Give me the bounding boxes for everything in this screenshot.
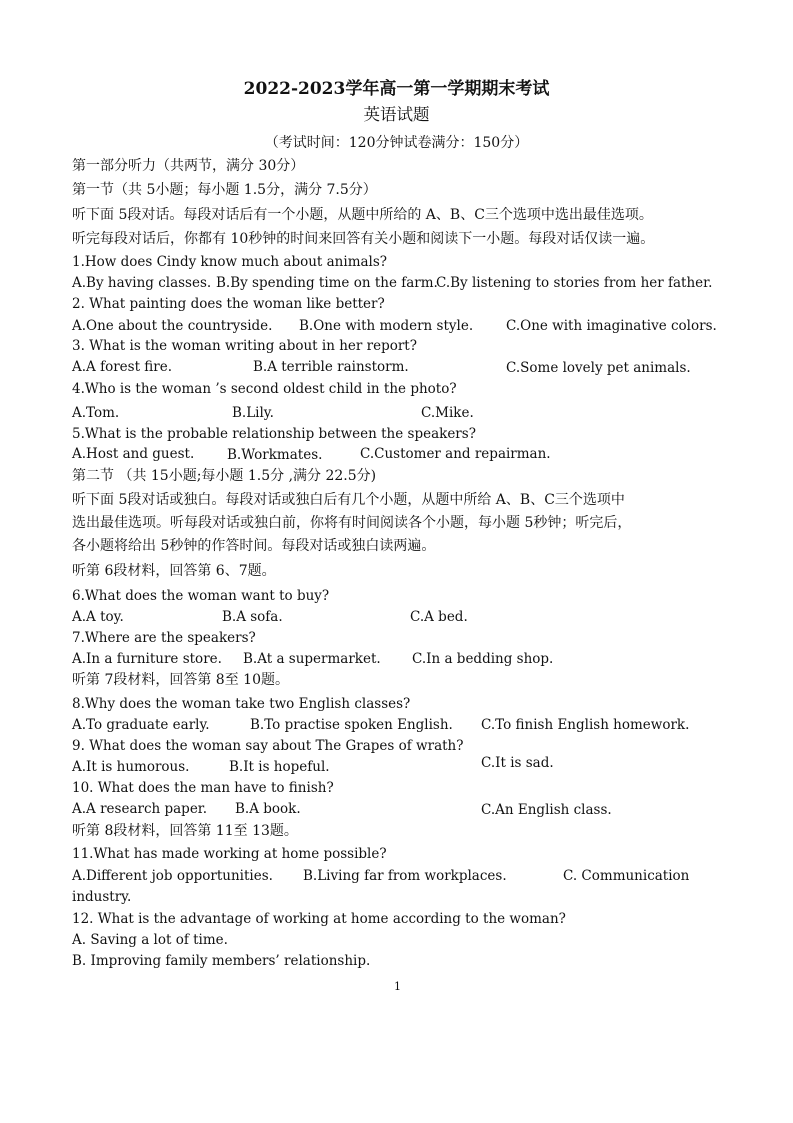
section1-instructions-2: 听完每段对话后，你都有 10秒钟的时间来回答有关小题和阅读下一小题。每段对话仅读一遍。 <box>72 231 655 247</box>
material-heading: 听第 8段材料，回答第 11至 13题。 <box>72 823 298 839</box>
question-stem: 12. What is the advantage of working at home according to the woman? <box>72 911 566 927</box>
option-c: C.In a bedding shop. <box>412 651 554 667</box>
option-a: A.A toy. <box>72 609 124 625</box>
option-c: C.To finish English homework. <box>481 717 690 733</box>
exam-title: 2022-2023学年高一第一学期期末考试 <box>243 79 550 99</box>
question-stem: 5.What is the probable relationship between the speakers? <box>72 426 476 442</box>
option-c: C.Mike. <box>421 405 474 421</box>
section2-instructions-3: 各小题将给出 5秒钟的作答时间。每段对话或独白读两遍。 <box>72 538 436 554</box>
option-a: A. Saving a lot of time. <box>72 932 228 948</box>
option-b: B.Living far from workplaces. <box>303 868 507 884</box>
question-stem: 1.How does Cindy know much about animals? <box>72 254 388 270</box>
option-a: A.By having classes. <box>72 275 212 291</box>
option-c: C.By listening to stories from her father. <box>436 275 713 291</box>
question-stem: 7.Where are the speakers? <box>72 630 256 646</box>
option-b: B.Workmates. <box>227 447 323 463</box>
section2-heading: 第二节 （共 15小题;每小题 1.5分 ,满分 22.5分) <box>72 468 377 484</box>
option-a: A.It is humorous. <box>72 759 190 775</box>
question-stem: 2. What painting does the woman like better? <box>72 296 385 312</box>
exam-info: （考试时间：120分钟试卷满分：150分） <box>264 135 529 151</box>
material-heading: 听第 7段材料，回答第 8至 10题。 <box>72 672 289 688</box>
material-heading: 听第 6段材料，回答第 6、7题。 <box>72 563 276 579</box>
option-c: C.One with imaginative colors. <box>506 318 717 334</box>
option-a: A.Tom. <box>72 405 120 421</box>
option-c: C.Some lovely pet animals. <box>506 360 691 376</box>
question-stem: 3. What is the woman writing about in her report? <box>72 338 417 354</box>
question-stem: 6.What does the woman want to buy? <box>72 588 330 604</box>
option-c: C.It is sad. <box>481 755 554 771</box>
option-b: B.One with modern style. <box>299 318 474 334</box>
option-b: B.A book. <box>235 801 301 817</box>
option-a: A.One about the countryside. <box>72 318 273 334</box>
option-b: B. Improving family members’ relationship. <box>72 953 371 969</box>
option-b: B.By spending time on the farm. <box>216 275 438 291</box>
option-a: A.Different job opportunities. <box>72 868 273 884</box>
exam-subtitle: 英语试题 <box>363 105 430 124</box>
section1-instructions-1: 听下面 5段对话。每段对话后有一个小题，从题中所给的 A、B、C三个选项中选出最佳选项。 <box>72 207 653 223</box>
page-number: 1 <box>394 980 401 993</box>
option-a: A.To graduate early. <box>72 717 210 733</box>
question-stem: 9. What does the woman say about The Grapes of wrath? <box>72 738 464 754</box>
part-heading: 第一部分听力（共两节，满分 30分） <box>72 158 305 174</box>
question-stem: 10. What does the man have to finish? <box>72 780 334 796</box>
option-c: C. Communication <box>563 868 690 884</box>
option-a: A.A research paper. <box>72 801 208 817</box>
option-b: B.At a supermarket. <box>243 651 381 667</box>
option-c-continued: industry. <box>72 889 132 905</box>
section2-instructions-2: 选出最佳选项。听每段对话或独白前，你将有时间阅读各个小题，每小题 5秒钟；听完后， <box>72 515 632 531</box>
question-stem: 11.What has made working at home possible? <box>72 846 387 862</box>
question-stem: 8.Why does the woman take two English classes? <box>72 696 411 712</box>
option-b: B.It is hopeful. <box>229 759 330 775</box>
option-b: B.A terrible rainstorm. <box>253 359 409 375</box>
section2-instructions-1: 听下面 5段对话或独白。每段对话或独白后有几个小题，从题中所给 A、B、C三个选项中 <box>72 492 625 508</box>
section1-heading: 第一节（共 5小题；每小题 1.5分，满分 7.5分） <box>72 182 377 198</box>
option-c: C.An English class. <box>481 802 612 818</box>
option-b: B.Lily. <box>232 405 274 421</box>
option-b: B.A sofa. <box>222 609 283 625</box>
option-b: B.To practise spoken English. <box>250 717 453 733</box>
option-c: C.Customer and repairman. <box>360 446 551 462</box>
option-a: A.A forest fire. <box>72 359 173 375</box>
option-c: C.A bed. <box>410 609 468 625</box>
option-a: A.In a furniture store. <box>72 651 222 667</box>
question-stem: 4.Who is the woman ’s second oldest child in the photo? <box>72 381 457 397</box>
option-a: A.Host and guest. <box>72 446 195 462</box>
